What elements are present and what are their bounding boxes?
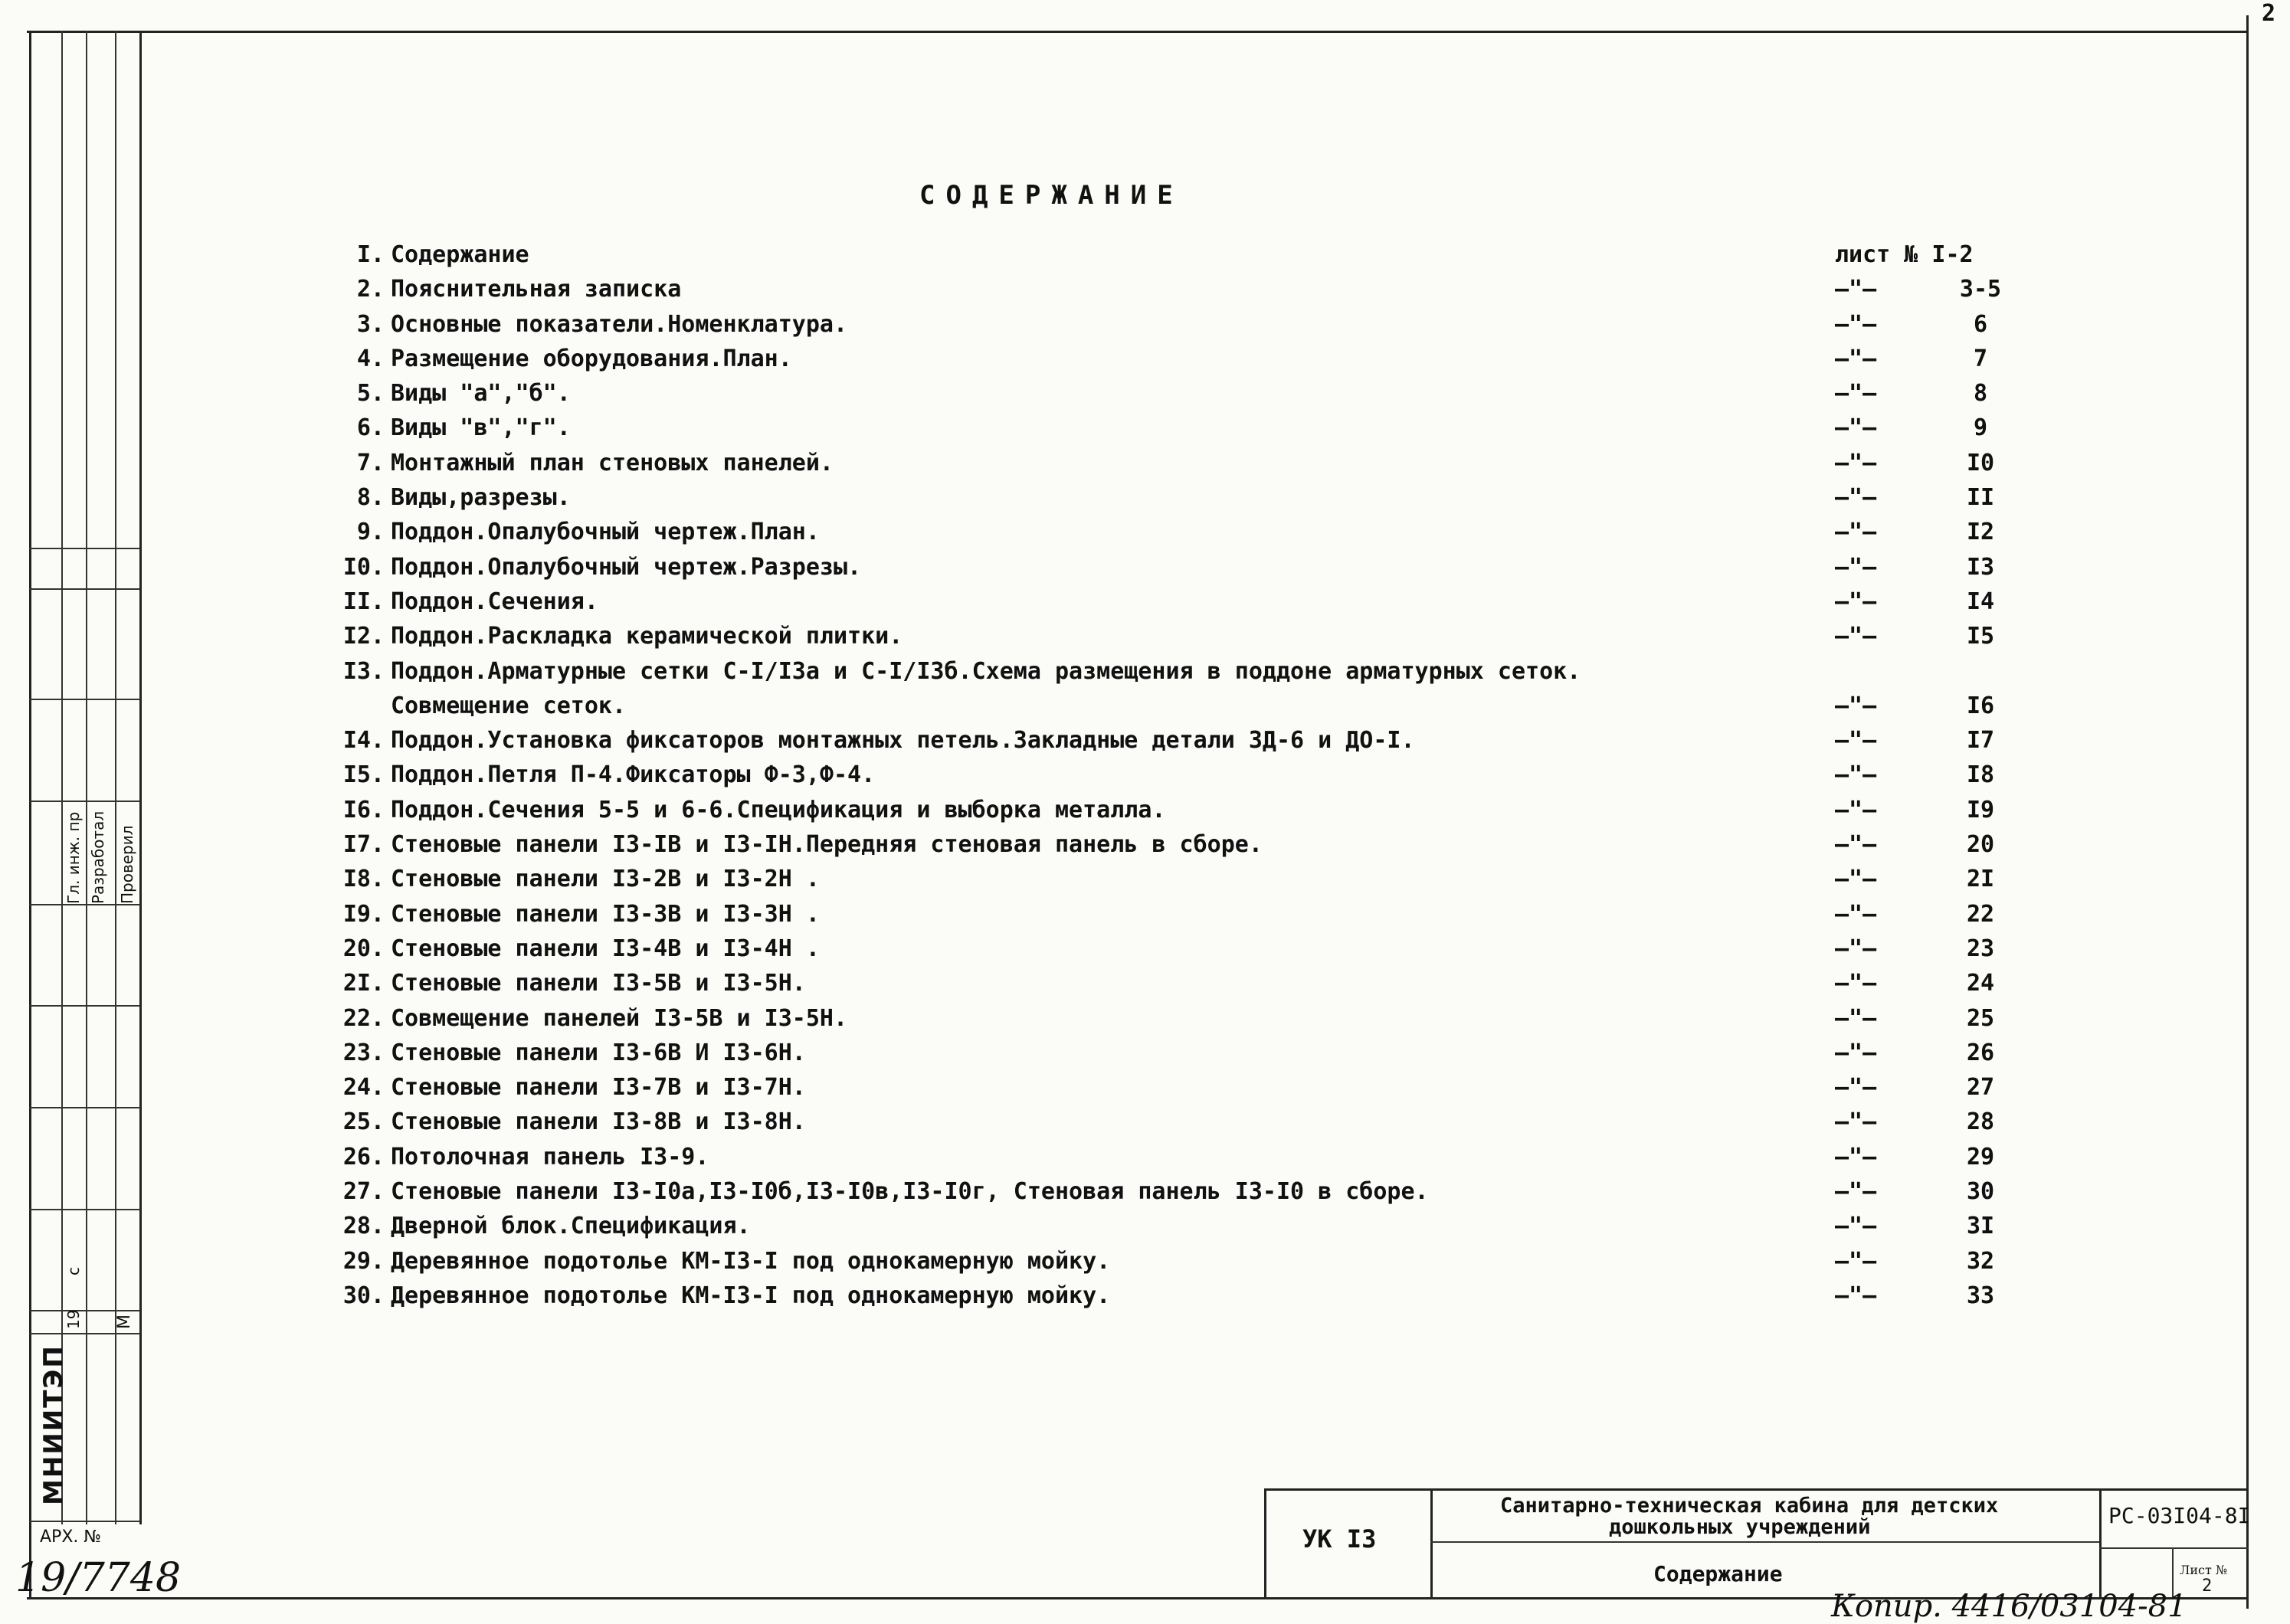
toc-ditto-mark: –"– — [1835, 345, 1877, 372]
toc-entry-title: Совмещение сеток. — [391, 692, 627, 719]
toc-entry-title: Поддон.Опалубочный чертеж.Разрезы. — [391, 553, 862, 581]
toc-entry-number: I2. — [342, 623, 385, 650]
side-row-4 — [29, 801, 140, 802]
toc-entry-page: 23 — [1966, 935, 1995, 962]
tb-sheet-number: 2 — [2202, 1577, 2213, 1596]
toc-entry-page: I8 — [1966, 761, 1995, 789]
toc-ditto-mark: –"– — [1835, 796, 1877, 823]
toc-entry-page: 22 — [1966, 900, 1995, 928]
toc-entry — [322, 1001, 2038, 1036]
toc-entry-number: 20. — [342, 935, 385, 962]
toc-entry-number: I3. — [342, 657, 385, 685]
side-organization: МНИИТЭП — [38, 1344, 69, 1505]
toc-entry-number: 25. — [342, 1108, 385, 1136]
toc-entry-title: Стеновые панели I3-7В и I3-7Н. — [391, 1074, 806, 1102]
toc-entry-page: I6 — [1966, 692, 1995, 719]
toc-entry-number: 23. — [342, 1039, 385, 1066]
side-col-a-label: Гл. инж. пр — [64, 811, 83, 904]
toc-entry-title: Виды,разрезы. — [391, 484, 571, 512]
toc-entry-number: I6. — [342, 796, 385, 823]
toc-ditto-mark: –"– — [1835, 1039, 1877, 1066]
side-row-5 — [29, 904, 140, 905]
toc-entry-number: 5. — [356, 380, 385, 408]
toc-entry-page: I3 — [1966, 553, 1995, 581]
toc-ditto-mark: –"– — [1835, 1143, 1877, 1171]
toc-entry-title: Пояснительная записка — [391, 276, 682, 303]
toc-entry — [322, 376, 2038, 411]
toc-entry — [322, 237, 2038, 272]
toc-entry — [322, 550, 2038, 584]
toc-entry-page: 3I — [1966, 1213, 1995, 1240]
toc-entry — [322, 411, 2038, 445]
side-year: 19 — [64, 1309, 83, 1329]
toc-entry — [322, 1036, 2038, 1070]
toc-entry — [322, 1140, 2038, 1174]
toc-entry-title: Совмещение панелей I3-5В и I3-5Н. — [391, 1004, 848, 1032]
tb-name-line1: Санитарно-техническая кабина для детских — [1500, 1494, 1999, 1518]
toc-entry — [322, 480, 2038, 515]
toc-entry — [322, 1279, 2038, 1313]
toc-entry-title: Стеновые панели I3-2В и I3-2Н . — [391, 866, 820, 893]
toc-entry-page: 8 — [1973, 380, 1988, 408]
toc-entry-title: Стеновые панели I3-8В и I3-8Н. — [391, 1108, 806, 1136]
toc-entry-page: I7 — [1966, 727, 1995, 755]
toc-entry-title: Виды "а","б". — [391, 380, 571, 408]
side-row-1 — [29, 548, 140, 549]
side-col-3 — [115, 31, 116, 1524]
document-title: СОДЕРЖАНИЕ — [919, 180, 1184, 211]
toc-entry-page: 7 — [1973, 345, 1988, 372]
toc-entry — [322, 689, 2038, 723]
toc-ditto-mark: –"– — [1835, 831, 1877, 859]
toc-entry — [322, 723, 2038, 758]
toc-entry-page: 25 — [1966, 1004, 1995, 1032]
toc-entry-number: 29. — [342, 1247, 385, 1275]
toc-entry-number: 30. — [342, 1282, 385, 1309]
toc-entry-number: I5. — [342, 761, 385, 789]
tb-mid — [1430, 1541, 2099, 1543]
toc-entry-page: 28 — [1966, 1108, 1995, 1136]
frame-top — [27, 31, 2249, 33]
toc-ditto-mark: –"– — [1835, 519, 1877, 546]
toc-entry-number: I4. — [342, 727, 385, 755]
toc-ditto-mark: –"– — [1835, 692, 1877, 719]
toc-entry — [322, 446, 2038, 480]
toc-entry-title: Монтажный план стеновых панелей. — [391, 449, 834, 476]
toc-entry-title: Размещение оборудования.План. — [391, 345, 792, 372]
toc-entry-title: Стеновые панели I3-3В и I3-3Н . — [391, 900, 820, 928]
toc-entry-page: 9 — [1973, 414, 1988, 442]
toc-ditto-mark: –"– — [1835, 310, 1877, 338]
toc-entry — [322, 584, 2038, 619]
toc-entry-title: Стеновые панели I3-I0а,I3-I0б,I3-I0в,I3-I0г, Стеновая панель I3-I0 в сборе. — [391, 1178, 1429, 1206]
toc-entry-number: 8. — [356, 484, 385, 512]
tb-sheet-label: Лист № — [2180, 1563, 2228, 1577]
side-row-8 — [29, 1209, 140, 1210]
toc-entry-number: 2. — [356, 276, 385, 303]
toc-entry-title: Поддон.Сечения. — [391, 588, 598, 615]
toc-list — [322, 237, 2038, 1313]
toc-ditto-mark: –"– — [1835, 276, 1877, 303]
toc-entry-title: Поддон.Арматурные сетки С-I/I3а и С-I/I3б.Схема размещения в поддоне арматурных сеток. — [391, 657, 1581, 685]
side-arch-label: АРХ. № — [40, 1527, 102, 1547]
toc-entry — [322, 1070, 2038, 1105]
side-col-1 — [61, 31, 63, 1524]
tb-mid-right — [2099, 1547, 2249, 1549]
toc-entry-title: Поддон.Опалубочный чертеж.План. — [391, 519, 820, 546]
toc-ditto-mark: –"– — [1835, 1247, 1877, 1275]
toc-entry — [322, 1209, 2038, 1243]
toc-entry-page: 3-5 — [1959, 276, 2002, 303]
side-row-6 — [29, 1005, 140, 1007]
toc-ditto-mark: –"– — [1835, 414, 1877, 442]
toc-entry-page: I4 — [1966, 588, 1995, 615]
toc-entry — [322, 515, 2038, 549]
toc-entry-number: I. — [356, 241, 385, 268]
toc-entry — [322, 307, 2038, 342]
side-arch-number: 19/7748 — [15, 1555, 182, 1601]
toc-ditto-mark: –"– — [1835, 761, 1877, 789]
toc-ditto-mark: –"– — [1835, 1178, 1877, 1206]
page-corner-number: 2 — [2262, 0, 2276, 27]
toc-entry-number: 9. — [356, 519, 385, 546]
toc-entry-number: 7. — [356, 449, 385, 476]
toc-entry-page: I0 — [1966, 449, 1995, 476]
toc-ditto-mark: –"– — [1835, 449, 1877, 476]
toc-entry — [322, 1105, 2038, 1139]
toc-entry — [322, 758, 2038, 792]
toc-entry — [322, 654, 2038, 689]
toc-ditto-mark: –"– — [1835, 553, 1877, 581]
toc-entry-number: I9. — [342, 900, 385, 928]
side-row-3 — [29, 699, 140, 700]
side-row-2 — [29, 588, 140, 590]
toc-entry — [322, 966, 2038, 1000]
toc-entry-number: I7. — [342, 831, 385, 859]
side-row-10 — [29, 1333, 140, 1334]
toc-entry-page: II — [1966, 484, 1995, 512]
toc-ditto-mark: –"– — [1835, 1213, 1877, 1240]
toc-entry-page: 2I — [1966, 866, 1995, 893]
toc-ditto-mark: –"– — [1835, 866, 1877, 893]
toc-entry — [322, 862, 2038, 896]
toc-ditto-mark: –"– — [1835, 970, 1877, 997]
toc-entry-number: 2I. — [342, 970, 385, 997]
toc-ditto-mark: –"– — [1835, 380, 1877, 408]
side-letter-s: с — [64, 1267, 83, 1275]
toc-entry-number: I0. — [342, 553, 385, 581]
toc-entry — [322, 1244, 2038, 1279]
tb-name-line2: дошкольных учреждений — [1609, 1515, 1871, 1539]
toc-entry-title: Поддон.Сечения 5-5 и 6-6.Спецификация и выборка металла. — [391, 796, 1166, 823]
toc-entry-page: 33 — [1966, 1282, 1995, 1309]
frame-right — [2246, 15, 2249, 1609]
toc-entry-title: Деревянное подотолье КМ-I3-I под однокамерную мойку. — [391, 1282, 1111, 1309]
toc-entry-page: I5 — [1966, 623, 1995, 650]
toc-entry-page: 32 — [1966, 1247, 1995, 1275]
toc-entry-page: 24 — [1966, 970, 1995, 997]
toc-entry-number: 4. — [356, 345, 385, 372]
tb-sheet-name: Содержание — [1653, 1561, 1783, 1586]
toc-ditto-mark: –"– — [1835, 900, 1877, 928]
side-row-11 — [29, 1521, 140, 1522]
toc-ditto-mark: –"– — [1835, 1004, 1877, 1032]
toc-entry — [322, 897, 2038, 932]
frame-left-inner — [139, 31, 142, 1524]
toc-entry-title: Стеновые панели I3-IВ и I3-IН.Передняя стеновая панель в сборе. — [391, 831, 1263, 859]
toc-entry — [322, 932, 2038, 966]
side-col-c-label: Проверил — [118, 825, 136, 904]
toc-entry-page: I2 — [1966, 519, 1995, 546]
toc-entry — [322, 793, 2038, 827]
toc-entry-title: Поддон.Раскладка керамической плитки. — [391, 623, 903, 650]
toc-entry-number: 28. — [342, 1213, 385, 1240]
toc-entry-page: 29 — [1966, 1143, 1995, 1171]
frame-left-outer — [29, 31, 31, 1597]
toc-entry-page: I9 — [1966, 796, 1995, 823]
side-col-2 — [86, 31, 87, 1524]
toc-entry-title: Основные показатели.Номенклатура. — [391, 310, 848, 338]
toc-entry-page: 20 — [1966, 831, 1995, 859]
toc-entry-title: Поддон.Петля П-4.Фиксаторы Ф-3,Ф-4. — [391, 761, 876, 789]
toc-ditto-mark: –"– — [1835, 935, 1877, 962]
toc-ditto-mark: –"– — [1835, 1108, 1877, 1136]
toc-entry-page: 6 — [1973, 310, 1988, 338]
toc-ditto-mark: –"– — [1835, 1282, 1877, 1309]
toc-sheet-header: лист № I-2 — [1835, 241, 1974, 268]
toc-entry-page: 30 — [1966, 1178, 1995, 1206]
handwritten-copy-note: Копир. 4416/03104-81 — [1831, 1589, 2187, 1624]
side-letter-m: М — [115, 1315, 134, 1329]
toc-entry-title: Стеновые панели I3-5В и I3-5Н. — [391, 970, 806, 997]
toc-entry-page: 27 — [1966, 1074, 1995, 1102]
toc-entry-title: Стеновые панели I3-4В и I3-4Н . — [391, 935, 820, 962]
toc-ditto-mark: –"– — [1835, 588, 1877, 615]
side-row-9 — [29, 1310, 140, 1311]
toc-entry-number: 27. — [342, 1178, 385, 1206]
toc-entry-number: 24. — [342, 1074, 385, 1102]
tb-div-1 — [1430, 1488, 1433, 1597]
side-row-7 — [29, 1107, 140, 1108]
tb-code: УК I3 — [1302, 1524, 1377, 1554]
toc-entry — [322, 1174, 2038, 1209]
toc-entry-title: Виды "в","г". — [391, 414, 571, 442]
toc-entry-number: 26. — [342, 1143, 385, 1171]
toc-ditto-mark: –"– — [1835, 623, 1877, 650]
toc-entry-title: Содержание — [391, 241, 529, 268]
toc-ditto-mark: –"– — [1835, 1074, 1877, 1102]
toc-entry — [322, 272, 2038, 306]
toc-entry-title: Стеновые панели I3-6В И I3-6Н. — [391, 1039, 806, 1066]
toc-entry-title: Поддон.Установка фиксаторов монтажных петель.Закладные детали ЗД-6 и ДО-I. — [391, 727, 1415, 755]
tb-left — [1264, 1488, 1266, 1597]
toc-entry-number: 3. — [356, 310, 385, 338]
toc-entry-title: Дверной блок.Спецификация. — [391, 1213, 751, 1240]
tb-div-2 — [2099, 1488, 2102, 1597]
toc-entry-number: II. — [342, 588, 385, 615]
toc-ditto-mark: –"– — [1835, 727, 1877, 755]
toc-entry-number: 22. — [342, 1004, 385, 1032]
toc-entry-title: Деревянное подотолье КМ-I3-I под однокамерную мойку. — [391, 1247, 1111, 1275]
toc-entry — [322, 342, 2038, 376]
toc-entry-number: I8. — [342, 866, 385, 893]
tb-doc-number: РС-03I04-8I — [2108, 1503, 2251, 1528]
toc-entry-number: 6. — [356, 414, 385, 442]
toc-entry — [322, 619, 2038, 653]
toc-entry-title: Потолочная панель I3-9. — [391, 1143, 709, 1171]
toc-entry — [322, 827, 2038, 862]
toc-ditto-mark: –"– — [1835, 484, 1877, 512]
toc-entry-page: 26 — [1966, 1039, 1995, 1066]
side-col-b-label: Разработал — [89, 810, 107, 904]
